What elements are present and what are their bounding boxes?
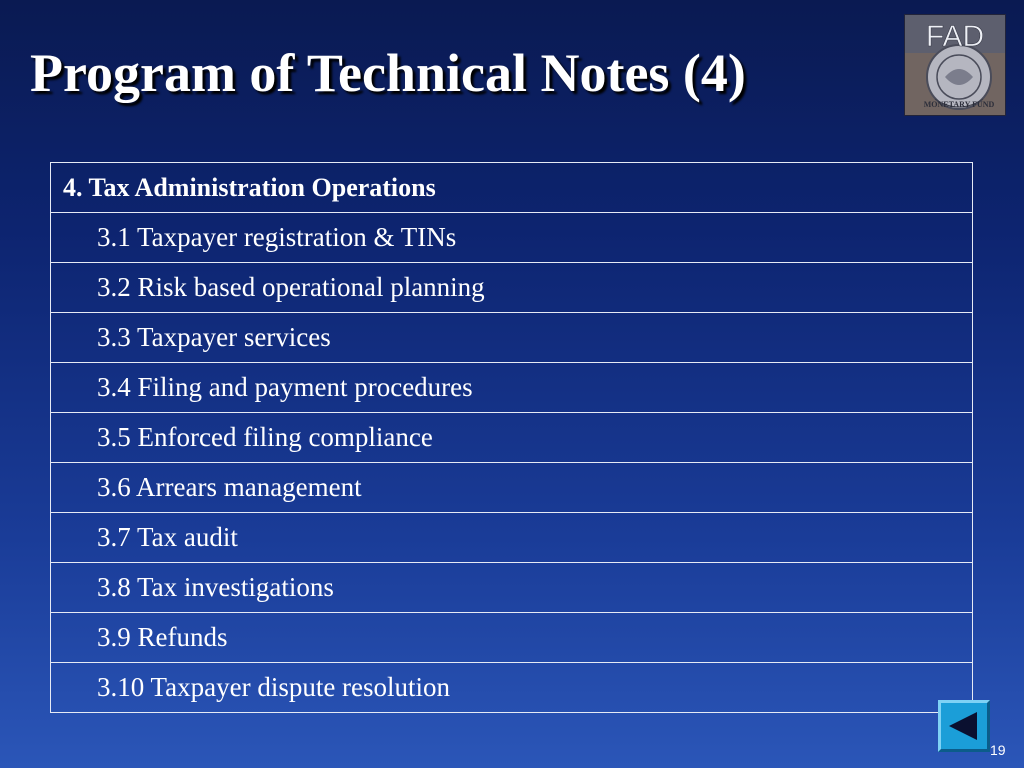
logo-text: FAD — [925, 20, 985, 53]
previous-slide-button[interactable] — [938, 700, 990, 752]
table-row — [51, 563, 973, 613]
table-row — [51, 663, 973, 713]
table-cell-3-9: 3.9 Refunds — [51, 613, 973, 663]
table-cell-3-6: 3.6 Arrears management — [51, 463, 973, 513]
table-row — [51, 513, 973, 563]
left-triangle-icon — [949, 712, 977, 740]
page-number: 19 — [990, 742, 1006, 758]
table-row — [51, 213, 973, 263]
logo-seal-text: MONETARY FUND — [923, 100, 995, 109]
table-row — [51, 263, 973, 313]
table-cell-3-3: 3.3 Taxpayer services — [51, 313, 973, 363]
table-row — [51, 313, 973, 363]
table-row — [51, 463, 973, 513]
slide-title: Program of Technical Notes (4) — [30, 43, 746, 103]
table-cell-3-8: 3.8 Tax investigations — [51, 563, 973, 613]
technical-notes-table — [50, 162, 973, 713]
table-cell-3-2: 3.2 Risk based operational planning — [51, 263, 973, 313]
table-cell-3-5: 3.5 Enforced filing compliance — [51, 413, 973, 463]
fad-logo — [904, 14, 1006, 116]
table-header-cell: 4. Tax Administration Operations — [51, 163, 973, 213]
table-cell-3-7: 3.7 Tax audit — [51, 513, 973, 563]
table-row — [51, 613, 973, 663]
imf-seal-icon — [905, 15, 1005, 115]
table-row — [51, 363, 973, 413]
table-row — [51, 413, 973, 463]
table-cell-3-1: 3.1 Taxpayer registration & TINs — [51, 213, 973, 263]
table-cell-3-4: 3.4 Filing and payment procedures — [51, 363, 973, 413]
table-cell-3-10: 3.10 Taxpayer dispute resolution — [51, 663, 973, 713]
table-header-row — [51, 163, 973, 213]
